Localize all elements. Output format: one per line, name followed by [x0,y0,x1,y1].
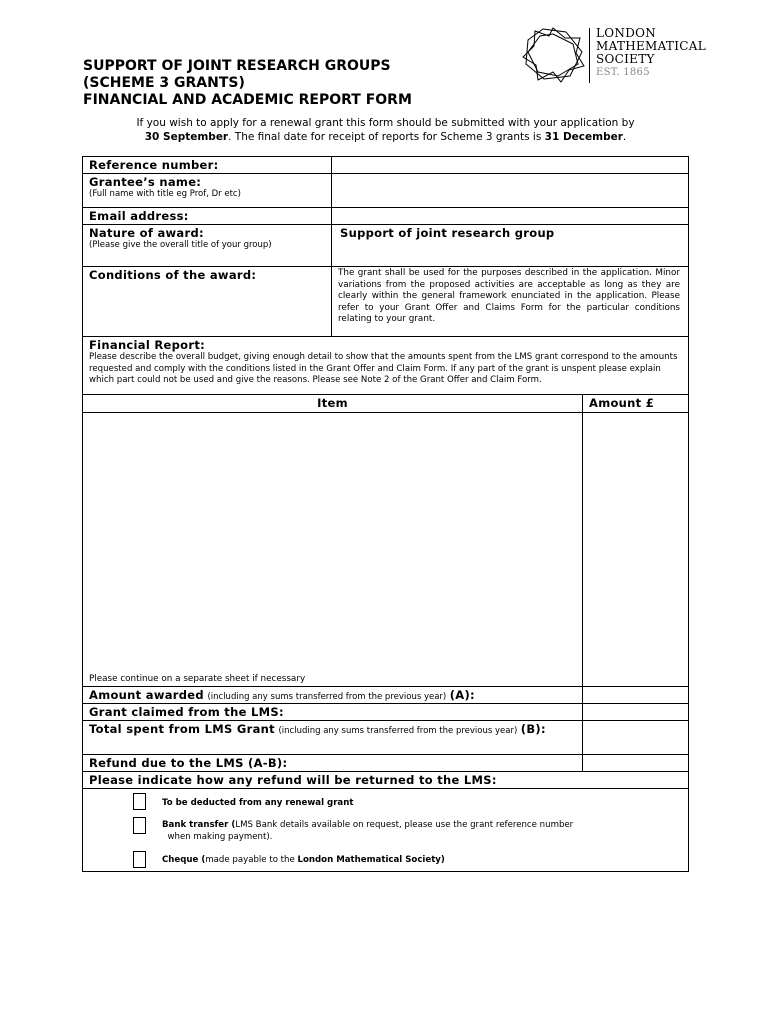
refund-options [83,789,689,872]
amount-input[interactable] [583,413,689,687]
logo-divider [589,28,590,83]
nature-cell: Nature of award: (Please give the overall title of your group) [83,225,332,267]
cheque-checkbox[interactable] [133,851,146,868]
intro-text: If you wish to apply for a renewal grant this form should be submitted with your application by 30 September. The final date for receipt of reports for Scheme 3 grants is 31 December. [136,117,635,143]
reference-label: Reference number: [83,157,332,174]
email-label: Email address: [83,208,332,225]
awarded-cell: Amount awarded (including any sums transferred from the previous year) (A): [83,687,583,704]
conditions-text: The grant shall be used for the purposes described in the application. Minor variations from the proposed activities are acceptable as long as they are clearly within the general framework enunciated in the application. Please refer to your Grant Offer and Claims Form for the particular conditions relating to your grant. [332,267,689,337]
reference-input[interactable] [332,157,689,174]
claimed-label: Grant claimed from the LMS: [83,704,583,721]
amount-column-header: Amount £ [583,395,689,413]
option-renewal[interactable]: To be deducted from any renewal grant [89,793,682,815]
spent-input[interactable] [583,721,689,755]
report-form [82,156,688,872]
conditions-label: Conditions of the award: [83,267,332,337]
refund-input[interactable] [583,755,689,772]
option-cheque[interactable]: Cheque (made payable to the London Mathematical Society) [89,851,682,871]
awarded-input[interactable] [583,687,689,704]
email-input[interactable] [332,208,689,225]
claimed-input[interactable] [583,704,689,721]
spent-cell: Total spent from LMS Grant (including any sums transferred from the previous year) (B): [83,721,583,755]
item-input[interactable]: Please continue on a separate sheet if necessary [83,413,583,687]
option-bank-transfer[interactable]: Bank transfer (LMS Bank details available on request, please use the grant reference number when making payment). [89,815,682,851]
financial-report-cell: Financial Report: Please describe the overall budget, giving enough detail to show that the amounts spent from the LMS grant correspond to the amounts requested and comply with the conditions listed in the Grant Offer and Claim Form. If any part of the grant is unspent please explain which part could not be used and give the reasons. Please see Note 2 of the Grant Offer and Claim Form. [83,337,689,395]
logo-wordmark: LONDON MATHEMATICAL SOCIETY EST. 1865 [596,26,706,78]
item-column-header: Item [83,395,583,413]
page-title: SUPPORT OF JOINT RESEARCH GROUPS (SCHEME 3 GRANTS) FINANCIAL AND ACADEMIC REPORT FORM [83,58,412,108]
lms-logo-icon [518,24,588,84]
grantee-input[interactable] [332,174,689,208]
bank-transfer-checkbox[interactable] [133,817,146,834]
refund-method-label: Please indicate how any refund will be returned to the LMS: [83,772,689,789]
refund-label: Refund due to the LMS (A-B): [83,755,583,772]
grantee-cell: Grantee’s name: (Full name with title eg Prof, Dr etc) [83,174,332,208]
nature-value: Support of joint research group [332,225,689,267]
renewal-checkbox[interactable] [133,793,146,810]
